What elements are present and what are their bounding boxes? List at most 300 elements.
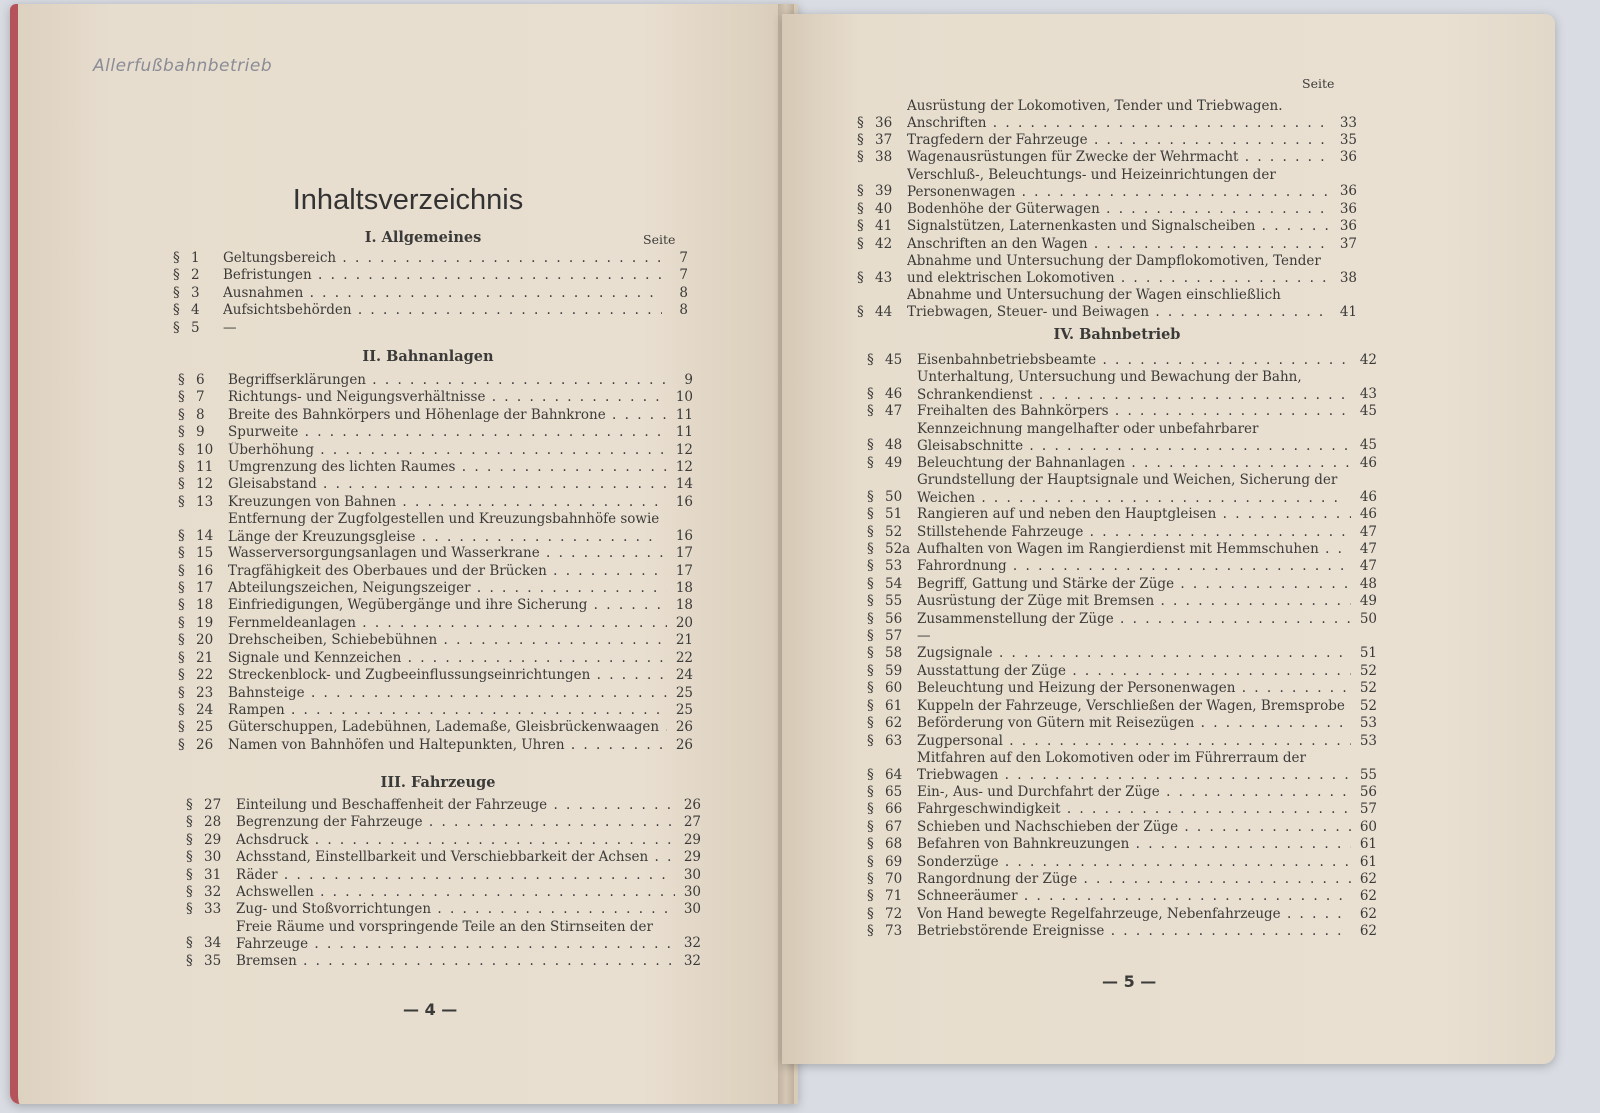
toc-entry-title: Achsdruck . . . [236, 832, 675, 849]
toc-entry-title: Namen von Bahnhöfen und Haltepunkten, Uhren . . . [228, 737, 667, 754]
toc-entry-page: 62 [1359, 923, 1377, 940]
toc-entry-number: 21 [196, 649, 214, 666]
toc-entry-number: 39 [875, 183, 893, 200]
toc-entry-title: Anschriften an den Wagen . . . [907, 236, 1331, 253]
toc-entry-number: 12 [196, 476, 214, 493]
toc-entry-number: 26 [196, 736, 214, 753]
toc-entry-title: Wagenausrüstungen für Zwecke der Wehrmacht . . . [907, 149, 1331, 166]
toc-entry-title: Unterhaltung, Untersuchung und Bewachung der Bahn, Schrankendienst . . . [917, 369, 1351, 403]
toc-list-allgemeines [173, 250, 688, 337]
toc-entry-title: Tragfedern der Fahrzeuge . . . [907, 132, 1331, 149]
page-number-right: — 5 — [1102, 972, 1157, 991]
toc-entry-page: 12 [675, 459, 693, 476]
toc-entry-page: 52 [1359, 697, 1377, 714]
toc-entry [867, 784, 1377, 801]
toc-entry [867, 455, 1377, 472]
section-symbol: § [178, 684, 185, 701]
toc-entry [178, 632, 693, 649]
toc-entry-page: 46 [1359, 454, 1377, 471]
toc-entry [867, 645, 1377, 662]
toc-entry-title: Abnahme und Untersuchung der Dampflokomotiven, Tender und elektrischen Lokomotiven . . . [907, 253, 1331, 287]
toc-entry-number: 67 [885, 818, 903, 835]
toc-entry-number: 1 [191, 250, 200, 266]
section-symbol: § [867, 801, 874, 818]
toc-entry-number: 28 [204, 814, 222, 831]
toc-list-fahrzeuge-cont [857, 98, 1357, 321]
toc-entry-title: Zugpersonal . . . [917, 733, 1351, 750]
toc-entry-number: 38 [875, 149, 893, 166]
section-symbol: § [186, 797, 193, 813]
section-symbol: § [857, 149, 864, 166]
toc-entry-number: 62 [885, 715, 903, 732]
section-symbol: § [857, 132, 864, 148]
toc-entry [867, 421, 1377, 455]
toc-entry-page: 9 [684, 372, 693, 388]
toc-entry-page: 51 [1359, 645, 1377, 662]
toc-entry [178, 372, 693, 389]
toc-entry [867, 906, 1377, 923]
section-symbol: § [186, 884, 193, 901]
toc-entry-title: Achswellen . . . [236, 884, 675, 901]
toc-entry-number: 53 [885, 558, 903, 575]
toc-entry-title: Signalstützen, Laternenkasten und Signalscheiben . . . [907, 218, 1331, 235]
toc-entry-number: 22 [196, 667, 214, 684]
section-symbol: § [178, 649, 185, 666]
toc-entry-number: 63 [885, 732, 903, 749]
toc-entry [867, 628, 1377, 645]
toc-list-bahnbetrieb [867, 352, 1377, 941]
toc-entry-page: 8 [679, 284, 688, 301]
toc-entry-title: Räder . . . [236, 867, 675, 884]
toc-entry-number: 52 [885, 523, 903, 540]
toc-entry [857, 132, 1357, 149]
toc-entry [178, 719, 693, 736]
section-symbol: § [178, 597, 185, 614]
section-symbol: § [867, 386, 874, 402]
toc-entry-title: Ausrüstung der Lokomotiven, Tender und Triebwagen. Anschriften . . . [907, 98, 1331, 132]
section-symbol: § [867, 870, 874, 887]
toc-entry-number: 37 [875, 132, 893, 148]
toc-entry-number: 56 [885, 610, 903, 627]
toc-entry [857, 98, 1357, 132]
toc-entry-page: 21 [675, 632, 693, 649]
toc-entry-page: 30 [683, 866, 701, 883]
toc-entry [857, 149, 1357, 166]
toc-entry-title: Begrenzung der Fahrzeuge . . . [236, 814, 675, 831]
toc-entry-number: 15 [196, 545, 214, 562]
toc-entry-number: 43 [875, 269, 893, 286]
toc-entry [867, 733, 1377, 750]
toc-entry-page: 33 [1339, 114, 1357, 131]
toc-entry-title: Ausrüstung der Züge mit Bremsen . . . [917, 593, 1351, 610]
toc-entry-number: 27 [204, 797, 222, 813]
toc-entry-page: 22 [675, 649, 693, 666]
toc-entry [186, 797, 701, 814]
toc-entry-page: 26 [675, 719, 693, 736]
toc-entry-number: 42 [875, 235, 893, 252]
toc-entry-number: 59 [885, 662, 903, 679]
section-symbol: § [867, 662, 874, 679]
section-symbol: § [867, 506, 874, 523]
toc-entry [857, 253, 1357, 287]
toc-entry-page: 43 [1359, 386, 1377, 402]
toc-entry-number: 16 [196, 562, 214, 579]
toc-entry-number: 8 [196, 406, 205, 423]
toc-entry-page: 62 [1359, 888, 1377, 905]
toc-entry-title: Betriebstörende Ereignisse . . . [917, 923, 1351, 940]
left-page [10, 4, 798, 1104]
section-symbol: § [867, 766, 874, 783]
toc-entry-title: Stillstehende Fahrzeuge . . . [917, 524, 1351, 541]
toc-entry-page: 25 [675, 684, 693, 701]
section-heading-fahrzeuge: III. Fahrzeuge [380, 774, 496, 791]
toc-entry-page: 53 [1359, 732, 1377, 749]
toc-entry [867, 923, 1377, 940]
toc-entry-title: Verschluß-, Beleuchtungs- und Heizeinrichtungen der Personenwagen . . . [907, 167, 1331, 201]
toc-entry-page: 55 [1359, 766, 1377, 783]
toc-entry-number: 46 [885, 386, 903, 402]
section-symbol: § [857, 114, 864, 131]
toc-entry-title: Zug- und Stoßvorrichtungen . . . [236, 901, 675, 918]
toc-entry [867, 472, 1377, 506]
section-symbol: § [867, 352, 874, 368]
toc-entry-title: Drehscheiben, Schiebebühnen . . . [228, 632, 667, 649]
toc-entry [178, 597, 693, 614]
toc-entry-title: Tragfähigkeit des Oberbaues und der Brücken . . . [228, 563, 667, 580]
section-symbol: § [867, 454, 874, 471]
section-symbol: § [178, 701, 185, 718]
toc-entry-number: 3 [191, 284, 200, 301]
section-symbol: § [867, 888, 874, 905]
toc-entry [173, 320, 688, 337]
section-symbol: § [857, 218, 864, 235]
toc-entry-page: 42 [1359, 352, 1377, 368]
toc-entry [867, 524, 1377, 541]
toc-entry [186, 849, 701, 866]
toc-entry-page: 16 [675, 527, 693, 544]
toc-entry-number: 50 [885, 488, 903, 505]
page-number-left: — 4 — [403, 1000, 458, 1019]
toc-entry-page: 45 [1359, 437, 1377, 454]
toc-entry-title: Eisenbahnbetriebsbeamte . . . [917, 352, 1351, 369]
toc-entry-number: 45 [885, 352, 903, 368]
section-symbol: § [857, 235, 864, 252]
toc-entry [186, 953, 701, 970]
toc-entry-page: 16 [675, 493, 693, 510]
toc-entry-number: 11 [196, 459, 214, 476]
section-symbol: § [186, 952, 193, 969]
section-symbol: § [867, 558, 874, 575]
toc-entry [867, 403, 1377, 420]
toc-entry-page: 25 [675, 701, 693, 718]
toc-entry-title: — [917, 628, 931, 645]
toc-entry-page: 26 [683, 797, 701, 813]
toc-entry [867, 663, 1377, 680]
toc-entry-title: Zugsignale . . . [917, 645, 1351, 662]
toc-entry-title: Befahren von Bahnkreuzungen . . . [917, 836, 1351, 853]
toc-entry-title: Wasserversorgungsanlagen und Wasserkrane . . . [228, 545, 667, 562]
toc-entry [867, 680, 1377, 697]
toc-entry-number: 30 [204, 849, 222, 866]
toc-entry-number: 60 [885, 680, 903, 697]
toc-entry-number: 54 [885, 575, 903, 592]
toc-entry-number: 73 [885, 923, 903, 940]
toc-entry [867, 801, 1377, 818]
toc-entry-number: 18 [196, 597, 214, 614]
toc-entry-page: 26 [675, 736, 693, 753]
toc-entry-title: Entfernung der Zugfolgestellen und Kreuzungsbahnhöfe sowie Länge der Kreuzungsgleise . . . [228, 511, 667, 545]
toc-entry-title: Gleisabstand . . . [228, 476, 667, 493]
toc-entry-number: 32 [204, 884, 222, 901]
toc-entry-title: Güterschuppen, Ladebühnen, Lademaße, Gleisbrückenwaagen . . . [228, 719, 667, 736]
toc-entry-title: Abnahme und Untersuchung der Wagen einschließlich Triebwagen, Steuer- und Beiwagen . . . [907, 287, 1331, 321]
section-symbol: § [867, 523, 874, 540]
toc-entry-page: 32 [683, 952, 701, 969]
toc-entry-title: Kreuzungen von Bahnen . . . [228, 494, 667, 511]
section-symbol: § [178, 562, 185, 579]
section-symbol: § [857, 183, 864, 200]
section-symbol: § [178, 372, 185, 388]
toc-entry [867, 576, 1377, 593]
section-symbol: § [178, 719, 185, 736]
toc-entry [178, 389, 693, 406]
section-symbol: § [857, 200, 864, 217]
toc-entry-page: 37 [1339, 235, 1357, 252]
toc-entry-page: 49 [1359, 593, 1377, 610]
section-symbol: § [867, 628, 874, 645]
toc-entry-title: Von Hand bewegte Regelfahrzeuge, Nebenfahrzeuge . . . [917, 906, 1351, 923]
toc-entry [867, 611, 1377, 628]
toc-entry-title: Breite des Bahnkörpers und Höhenlage der Bahnkrone . . . [228, 407, 667, 424]
toc-entry-title: Abteilungszeichen, Neigungszeiger . . . [228, 580, 667, 597]
toc-entry-page: 53 [1359, 715, 1377, 732]
section-symbol: § [186, 831, 193, 848]
toc-entry [867, 750, 1377, 784]
toc-entry [178, 563, 693, 580]
toc-entry-title: Mitfahren auf den Lokomotiven oder im Führerraum der Triebwagen . . . [917, 750, 1351, 784]
toc-entry-number: 52a [885, 541, 911, 558]
toc-entry-title: Einteilung und Beschaffenheit der Fahrzeuge . . . [236, 797, 675, 814]
toc-entry-page: 45 [1359, 403, 1377, 420]
toc-entry-page: 60 [1359, 818, 1377, 835]
section-symbol: § [178, 459, 185, 476]
section-symbol: § [867, 541, 874, 558]
section-symbol: § [186, 901, 193, 918]
toc-entry-title: Bahnsteige . . . [228, 685, 667, 702]
toc-entry [178, 424, 693, 441]
toc-list-fahrzeuge [186, 797, 701, 970]
toc-entry [857, 287, 1357, 321]
toc-entry [867, 698, 1377, 715]
toc-entry-page: 52 [1359, 680, 1377, 697]
toc-entry-page: 62 [1359, 870, 1377, 887]
toc-entry [867, 506, 1377, 523]
toc-entry [186, 901, 701, 918]
section-symbol: § [867, 610, 874, 627]
section-symbol: § [867, 575, 874, 592]
section-symbol: § [867, 437, 874, 454]
toc-entry-number: 10 [196, 441, 214, 458]
toc-entry-number: 55 [885, 593, 903, 610]
toc-entry-number: 14 [196, 527, 214, 544]
section-symbol: § [857, 269, 864, 286]
section-symbol: § [186, 814, 193, 831]
toc-entry-number: 71 [885, 888, 903, 905]
toc-entry-page: 57 [1359, 801, 1377, 818]
section-symbol: § [867, 853, 874, 870]
section-symbol: § [857, 303, 864, 320]
toc-entry-number: 58 [885, 645, 903, 662]
section-symbol: § [186, 935, 193, 952]
toc-entry-number: 40 [875, 200, 893, 217]
toc-entry-title: Bremsen . . . [236, 953, 675, 970]
section-symbol: § [867, 403, 874, 420]
toc-entry-number: 35 [204, 952, 222, 969]
toc-entry [186, 867, 701, 884]
toc-entry [178, 459, 693, 476]
toc-entry [178, 442, 693, 459]
section-symbol: § [178, 441, 185, 458]
toc-entry-title: Zusammenstellung der Züge . . . [917, 611, 1351, 628]
section-symbol: § [173, 319, 180, 336]
toc-entry-title: Aufhalten von Wagen im Rangierdienst mit Hemmschuhen . . . [917, 541, 1351, 558]
toc-entry-title: — [223, 319, 237, 336]
toc-entry [178, 580, 693, 597]
toc-entry-page: 35 [1339, 132, 1357, 148]
section-symbol: § [867, 905, 874, 922]
toc-entry-title: Kennzeichnung mangelhafter oder unbefahrbarer Gleisabschnitte . . . [917, 421, 1351, 455]
toc-entry [857, 201, 1357, 218]
toc-entry-title: Umgrenzung des lichten Raumes . . . [228, 459, 667, 476]
toc-entry [173, 302, 688, 319]
toc-entry [178, 494, 693, 511]
toc-entry-number: 29 [204, 831, 222, 848]
seite-label-right: Seite [1302, 76, 1335, 91]
toc-entry-title: Spurweite . . . [228, 424, 667, 441]
section-symbol: § [178, 614, 185, 631]
toc-entry-page: 56 [1359, 783, 1377, 800]
toc-entry-title: Beförderung von Gütern mit Reisezügen . . . [917, 715, 1351, 732]
section-symbol: § [867, 818, 874, 835]
toc-entry-page: 17 [675, 562, 693, 579]
toc-entry-page: 46 [1359, 506, 1377, 523]
toc-entry-number: 23 [196, 684, 214, 701]
toc-entry-title: Schieben und Nachschieben der Züge . . . [917, 819, 1351, 836]
toc-entry [178, 615, 693, 632]
toc-entry [857, 236, 1357, 253]
toc-entry-number: 20 [196, 632, 214, 649]
toc-entry [186, 814, 701, 831]
toc-entry [867, 854, 1377, 871]
toc-entry-title: Schneeräumer . . . [917, 888, 1351, 905]
section-symbol: § [867, 715, 874, 732]
toc-entry-number: 7 [196, 389, 205, 406]
section-symbol: § [178, 632, 185, 649]
toc-entry [186, 919, 701, 953]
section-heading-bahnbetrieb: IV. Bahnbetrieb [1053, 326, 1181, 343]
section-symbol: § [867, 680, 874, 697]
toc-entry-number: 65 [885, 783, 903, 800]
toc-entry-number: 48 [885, 437, 903, 454]
toc-entry-page: 11 [675, 424, 693, 441]
toc-entry [178, 685, 693, 702]
toc-entry-title: Beleuchtung und Heizung der Personenwagen . . . [917, 680, 1351, 697]
toc-entry-number: 61 [885, 697, 903, 714]
toc-entry-page: 38 [1339, 269, 1357, 286]
toc-entry-page: 18 [675, 580, 693, 597]
toc-entry [178, 650, 693, 667]
toc-entry [867, 888, 1377, 905]
toc-entry-number: 66 [885, 801, 903, 818]
toc-entry-page: 32 [683, 935, 701, 952]
toc-entry-title: Sonderzüge . . . [917, 854, 1351, 871]
book-spread [10, 4, 1555, 1104]
toc-entry-title: Fernmeldeanlagen . . . [228, 615, 667, 632]
section-symbol: § [867, 836, 874, 853]
toc-entry [178, 407, 693, 424]
toc-entry [178, 511, 693, 545]
toc-entry [186, 884, 701, 901]
toc-entry-page: 11 [675, 406, 693, 423]
section-symbol: § [178, 545, 185, 562]
toc-entry [178, 667, 693, 684]
toc-entry-title: Fahrordnung . . . [917, 558, 1351, 575]
toc-entry-page: 29 [683, 831, 701, 848]
toc-entry-number: 69 [885, 853, 903, 870]
toc-entry-number: 6 [196, 372, 205, 388]
toc-entry-page: 17 [675, 545, 693, 562]
seite-label: Seite [643, 232, 676, 247]
toc-entry-title: Überhöhung . . . [228, 442, 667, 459]
toc-entry-number: 64 [885, 766, 903, 783]
toc-entry-page: 52 [1359, 662, 1377, 679]
toc-entry-page: 14 [675, 476, 693, 493]
toc-entry [186, 832, 701, 849]
toc-entry-number: 57 [885, 628, 903, 645]
toc-entry-page: 36 [1339, 149, 1357, 166]
toc-entry-title: Freihalten des Bahnkörpers . . . [917, 403, 1351, 420]
section-heading-allgemeines: I. Allgemeines [364, 229, 482, 246]
toc-entry-page: 7 [679, 250, 688, 266]
section-symbol: § [178, 580, 185, 597]
section-symbol: § [867, 732, 874, 749]
toc-entry-number: 17 [196, 580, 214, 597]
toc-entry [867, 836, 1377, 853]
toc-entry [178, 545, 693, 562]
toc-entry-title: Beleuchtung der Bahnanlagen . . . [917, 455, 1351, 472]
section-symbol: § [178, 736, 185, 753]
toc-entry-number: 36 [875, 114, 893, 131]
toc-list-bahnanlagen [178, 372, 693, 754]
toc-entry-page: 29 [683, 849, 701, 866]
toc-entry-page: 50 [1359, 610, 1377, 627]
toc-entry-title: Ausnahmen . . . [223, 285, 662, 302]
toc-entry-number: 25 [196, 719, 214, 736]
section-symbol: § [178, 493, 185, 510]
toc-entry-page: 41 [1339, 303, 1357, 320]
section-symbol: § [867, 783, 874, 800]
section-symbol: § [178, 424, 185, 441]
toc-entry [867, 871, 1377, 888]
toc-entry-page: 10 [675, 389, 693, 406]
section-symbol: § [186, 866, 193, 883]
toc-entry [857, 218, 1357, 235]
toc-entry-number: 5 [191, 319, 200, 336]
toc-entry [867, 819, 1377, 836]
toc-entry-page: 47 [1359, 523, 1377, 540]
section-symbol: § [173, 267, 180, 284]
toc-entry [867, 558, 1377, 575]
